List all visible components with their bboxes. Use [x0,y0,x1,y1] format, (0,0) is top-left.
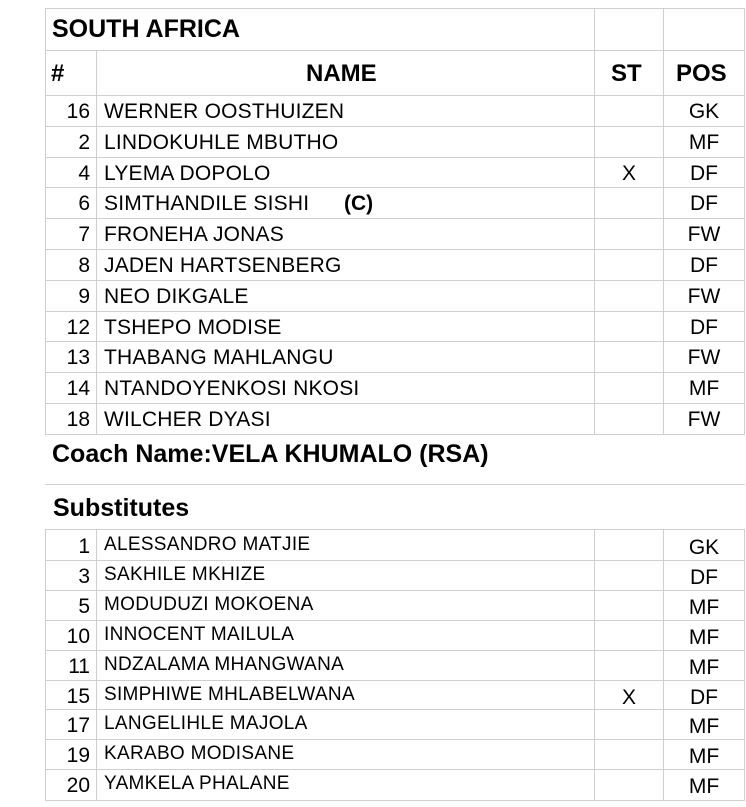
player-number: 3 [78,565,90,588]
grid-line [96,529,97,801]
player-position: FW [687,285,721,308]
player-number: 5 [78,595,90,618]
player-number: 19 [66,744,90,767]
row-divider [45,249,745,250]
grid-line [45,800,745,801]
row-divider [45,620,745,621]
player-number: 2 [78,131,90,154]
player-position: DF [690,162,718,185]
row-divider [45,341,745,342]
row-divider [45,590,745,591]
row-divider [45,280,745,281]
player-name: INNOCENT MAILULA [104,624,295,645]
player-position: MF [688,745,720,768]
row-divider [45,650,745,651]
player-name: THABANG MAHLANGU [104,346,334,369]
row-divider [45,187,745,188]
player-number: 10 [66,625,90,648]
player-number: 11 [68,655,90,678]
player-name: NEO DIKGALE [104,285,249,308]
captain-marker: (C) [344,192,374,215]
row-divider [45,403,745,404]
player-name: NTANDOYENKOSI NKOSI [104,377,360,400]
header-number: # [51,60,65,87]
grid-line [45,484,745,485]
player-position: DF [690,192,718,215]
player-name: KARABO MODISANE [104,743,295,764]
player-number: 6 [78,192,90,215]
player-name: MODUDUZI MOKOENA [104,594,314,615]
player-position: MF [688,715,720,738]
player-name: WILCHER DYASI [104,408,271,431]
player-position: DF [690,254,718,277]
row-divider [45,311,745,312]
player-number: 1 [78,535,90,558]
player-number: 9 [78,285,90,308]
team-title: SOUTH AFRICA [52,15,240,43]
grid-line [45,50,745,51]
player-name: WERNER OOSTHUIZEN [104,100,345,123]
player-position: MF [688,775,720,798]
grid-line [594,529,595,801]
player-name: SIMPHIWE MHLABELWANA [104,684,355,705]
player-st: X [621,686,636,709]
row-divider [45,560,745,561]
row-divider [45,680,745,681]
player-position: MF [688,596,720,619]
player-number: 16 [66,100,90,123]
grid-line [45,529,745,530]
player-number: 18 [66,408,90,431]
player-position: FW [687,408,721,431]
player-position: DF [690,566,718,589]
player-position: GK [688,100,720,123]
player-position: MF [688,656,720,679]
player-position: DF [690,316,718,339]
row-divider [45,709,745,710]
player-number: 20 [66,774,90,797]
player-position: GK [688,536,720,559]
player-name: LYEMA DOPOLO [104,162,271,185]
grid-line [45,434,745,435]
grid-line [744,529,745,801]
player-number: 13 [66,346,90,369]
grid-line [594,8,595,434]
grid-line [45,8,745,9]
header-pos: POS [676,60,727,87]
coach-name: Coach Name:VELA KHUMALO (RSA) [52,440,489,468]
row-divider [45,126,745,127]
player-position: MF [688,131,720,154]
player-name: SIMTHANDILE SISHI [104,192,310,215]
player-number: 8 [78,254,90,277]
player-name: JADEN HARTSENBERG [104,254,342,277]
player-position: MF [688,626,720,649]
player-number: 14 [66,377,90,400]
grid-line [45,529,46,801]
player-name: FRONEHA JONAS [104,223,284,246]
player-name: ALESSANDRO MATJIE [104,534,311,555]
player-number: 17 [66,714,90,737]
player-position: MF [688,377,720,400]
row-divider [45,769,745,770]
row-divider [45,739,745,740]
player-number: 12 [66,316,90,339]
player-position: FW [687,223,721,246]
player-name: TSHEPO MODISE [104,316,282,339]
player-name: NDZALAMA MHANGWANA [104,654,345,675]
player-st: X [621,162,636,185]
grid-line [663,8,664,434]
player-name: LINDOKUHLE MBUTHO [104,131,339,154]
header-name: NAME [306,60,377,87]
player-number: 7 [78,223,90,246]
grid-line [96,50,97,434]
row-divider [45,157,745,158]
player-position: DF [690,686,718,709]
grid-line [744,8,745,434]
player-name: LANGELIHLE MAJOLA [104,713,308,734]
player-number: 4 [78,162,90,185]
row-divider [45,372,745,373]
player-number: 15 [66,685,90,708]
header-st: ST [611,60,642,87]
substitutes-title: Substitutes [53,494,190,522]
grid-line [45,8,46,434]
player-name: YAMKELA PHALANE [104,773,290,794]
player-name: SAKHILE MKHIZE [104,564,266,585]
row-divider [45,218,745,219]
grid-line [45,95,745,96]
player-position: FW [687,346,721,369]
